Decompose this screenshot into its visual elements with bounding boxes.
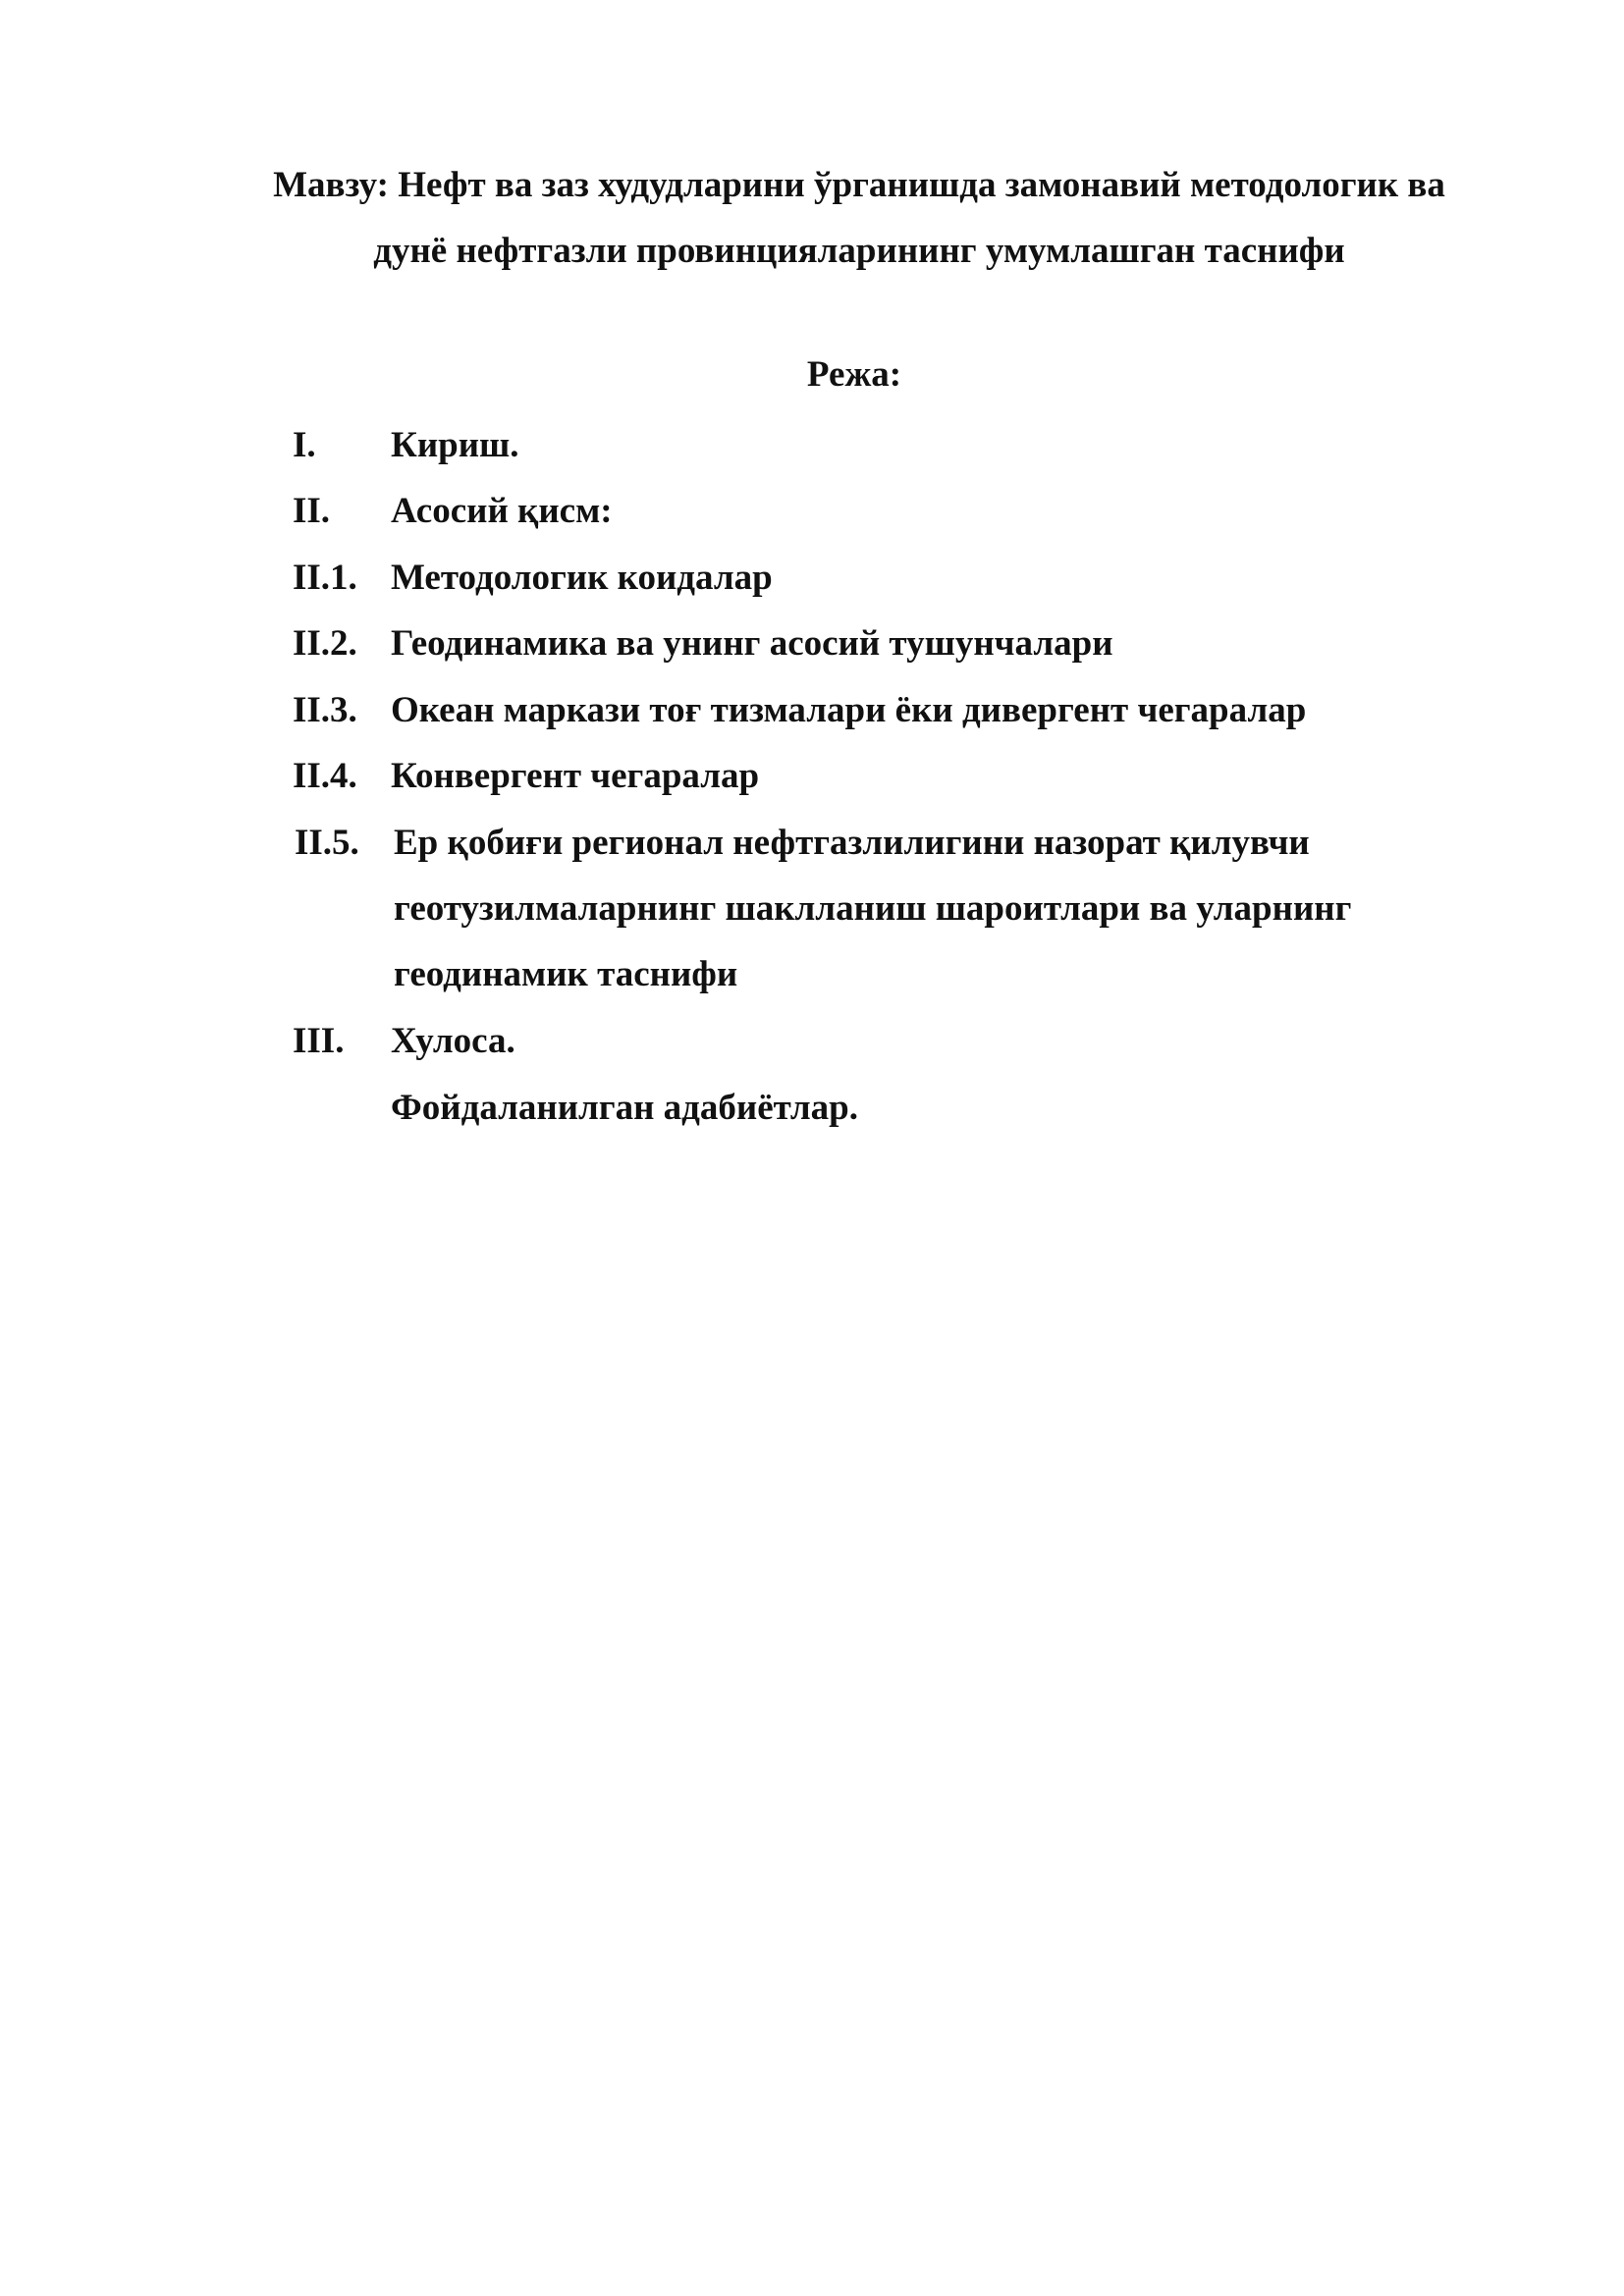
plan-item-text xyxy=(391,753,759,800)
plan-item-text xyxy=(391,620,1113,667)
plan-item-text xyxy=(391,1085,858,1132)
title-line-1: Мавзу: Нефт ва заз худудларини ўрганишда замонавий методологик ва xyxy=(273,165,1445,205)
plan-item-line: Хулоса. xyxy=(391,1021,515,1061)
plan-item-number: II.1. xyxy=(293,558,357,598)
plan-item-number: II.3. xyxy=(293,690,357,730)
plan-item-line: Геодинамика ва унинг асосий тушунчалари xyxy=(391,623,1113,664)
document-title xyxy=(177,152,1542,284)
plan-item-line: Кириш. xyxy=(391,425,519,465)
plan-item-number: II. xyxy=(293,491,331,531)
plan-item-line: геодинамик таснифи xyxy=(394,954,738,994)
plan-item-text xyxy=(391,555,773,602)
plan-item-text xyxy=(391,488,613,535)
plan-item-number: I. xyxy=(293,425,316,465)
plan-heading: Режа: xyxy=(806,354,902,395)
plan-item-text xyxy=(394,810,1351,1007)
plan-item-line: Методологик коидалар xyxy=(391,558,773,598)
plan-item-text xyxy=(391,422,519,469)
plan-item-line: Ер қобиғи регионал нефтгазлилигини назорат қилувчи xyxy=(394,823,1310,863)
plan-item-number: II.4. xyxy=(293,756,357,796)
plan-item-text xyxy=(391,687,1306,734)
plan-item-line: Фойдаланилган адабиётлар. xyxy=(391,1088,858,1128)
plan-item-number: III. xyxy=(293,1021,345,1061)
plan-item-line: Асосий қисм: xyxy=(391,491,613,531)
plan-item-line: Конвергент чегаралар xyxy=(391,756,760,796)
plan-item-number: II.5. xyxy=(295,823,359,863)
plan-item-number: II.2. xyxy=(293,623,357,664)
plan-item-line: геотузилмаларнинг шаклланиш шароитлари ва уларнинг xyxy=(394,888,1352,929)
plan-item-line: Океан маркази тоғ тизмалари ёки дивергент чегаралар xyxy=(391,690,1307,730)
plan-item-text xyxy=(391,1018,515,1065)
title-line-2: дунё нефтгазли провинцияларининг умумлашган таснифи xyxy=(373,231,1345,271)
